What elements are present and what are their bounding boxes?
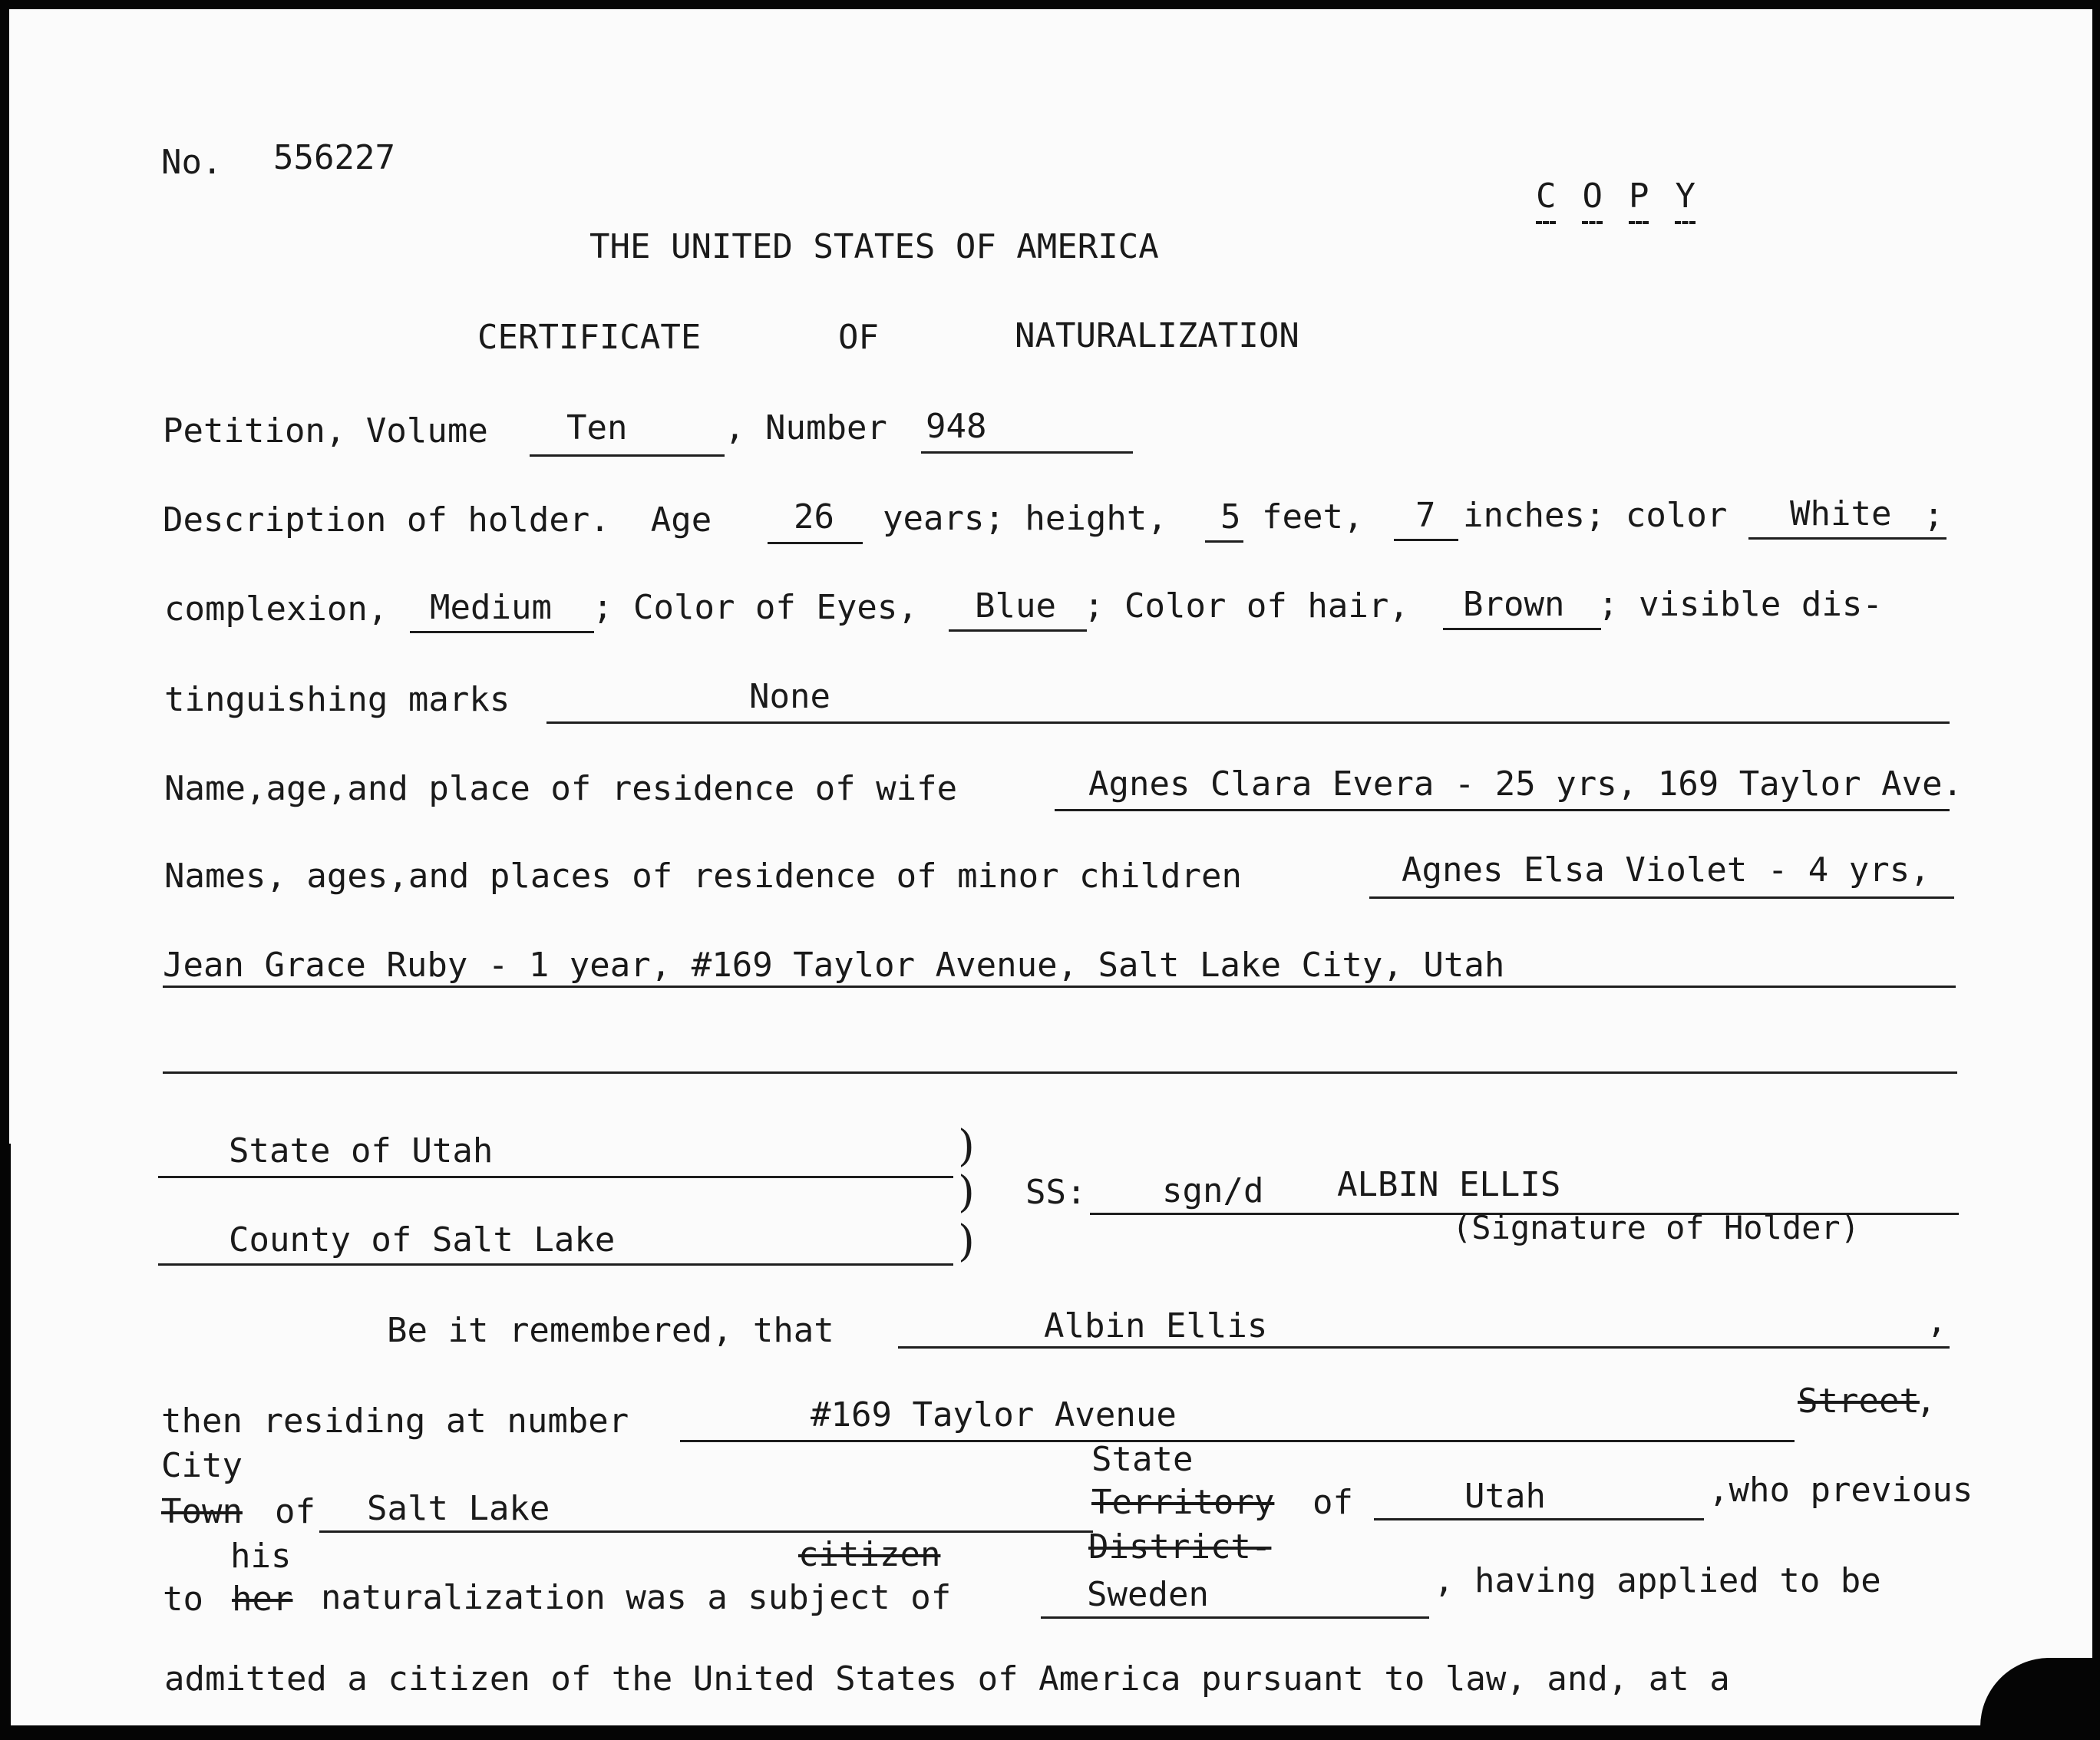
venue-bracket-top: ): [958, 1121, 975, 1171]
her-struck: her: [232, 1580, 293, 1619]
naturalization-label: naturalization was a subject of: [321, 1578, 952, 1617]
document-subtitle-naturalization: NATURALIZATION: [1015, 316, 1299, 355]
height-inches-value: 7: [1415, 496, 1436, 535]
petition-volume-label: Petition, Volume: [163, 411, 488, 451]
country-underline: [1041, 1616, 1429, 1619]
color-semicolon: ;: [1923, 496, 1944, 535]
eyes-label: ; Color of Eyes,: [593, 588, 918, 627]
eyes-value: Blue: [975, 586, 1056, 626]
child-2-underline: [163, 986, 1956, 988]
age-underline: [768, 542, 863, 544]
wife-value: Agnes Clara Evera - 25 yrs, 169 Taylor Ave.: [1088, 764, 1963, 804]
document-subtitle-certificate: CERTIFICATE: [477, 318, 702, 357]
feet-label: feet,: [1262, 497, 1364, 537]
marks-underline: [546, 721, 1950, 724]
street-struck: Street: [1798, 1382, 1920, 1421]
hair-underline: [1443, 628, 1601, 630]
city-insert: City: [161, 1446, 243, 1485]
remembered-label: Be it remembered, that: [387, 1311, 834, 1350]
venue-state-underline: [158, 1176, 953, 1178]
town-underline: [319, 1530, 1093, 1533]
holder-name-comma: ,: [1927, 1302, 1947, 1341]
state-value: Utah: [1464, 1477, 1546, 1516]
children-label: Names, ages,and places of residence of minor children: [164, 857, 1242, 896]
state-insert: State: [1091, 1440, 1194, 1479]
wife-label: Name,age,and place of residence of wife: [164, 769, 958, 808]
signed-abbreviation: sgn/d: [1162, 1171, 1264, 1210]
country-value: Sweden: [1087, 1575, 1209, 1614]
scan-bottom-left-edge: [0, 1144, 11, 1740]
petition-number-label: , Number: [725, 408, 887, 447]
petition-number-underline: [921, 451, 1133, 454]
territory-of: of: [1312, 1483, 1353, 1522]
admitted-line: admitted a citizen of the United States of America pursuant to law, and, at a: [164, 1659, 1730, 1699]
his-insert: his: [230, 1537, 292, 1576]
venue-bracket-bottom: ): [958, 1217, 975, 1266]
to-label: to: [163, 1580, 203, 1619]
certificate-number-label: No.: [161, 143, 223, 182]
height-feet-underline: [1205, 540, 1243, 543]
street-comma: ,: [1916, 1382, 1937, 1421]
copy-stamp: [1454, 137, 1696, 264]
district-struck: District-: [1088, 1527, 1272, 1567]
residence-address: #169 Taylor Avenue: [811, 1395, 1177, 1435]
child-1-value: Agnes Elsa Violet - 4 yrs,: [1402, 850, 1930, 890]
scan-left-edge: [0, 0, 9, 1151]
child-2-value: Jean Grace Ruby - 1 year, #169 Taylor Avenue, Salt Lake City, Utah: [163, 946, 1505, 985]
inches-label: inches; color: [1463, 496, 1728, 535]
height-label: years; height,: [883, 499, 1167, 538]
wife-underline: [1055, 809, 1950, 811]
scan-right-edge: [2092, 0, 2100, 1740]
petition-number-value: 948: [926, 407, 987, 446]
petition-volume-underline: [530, 454, 725, 457]
venue-bracket-middle: ): [958, 1167, 975, 1217]
copy-letter-y: Y: [1675, 177, 1696, 224]
copy-letter-c: C: [1536, 177, 1557, 224]
holder-name-underline: [898, 1346, 1950, 1349]
town-value: Salt Lake: [367, 1489, 550, 1528]
state-underline: [1374, 1518, 1704, 1520]
scan-top-edge: [0, 0, 2100, 9]
citizen-struck: citizen: [798, 1535, 941, 1574]
height-inches-underline: [1394, 539, 1458, 541]
town-struck: Town: [161, 1492, 243, 1531]
venue-ss: SS:: [1025, 1173, 1087, 1212]
petition-volume-value: Ten: [566, 408, 628, 447]
holder-signature: ALBIN ELLIS: [1337, 1165, 1561, 1204]
hair-value: Brown: [1463, 585, 1565, 624]
copy-letter-o: O: [1582, 177, 1603, 224]
document-subtitle-of: OF: [838, 318, 879, 357]
holder-name: Albin Ellis: [1044, 1306, 1268, 1345]
town-of: of: [275, 1492, 315, 1531]
complexion-value: Medium: [430, 588, 552, 627]
signature-caption: (Signature of Holder): [1452, 1209, 1861, 1246]
copy-letter-p: P: [1629, 177, 1649, 224]
venue-state: State of Utah: [229, 1131, 494, 1170]
venue-county: County of Salt Lake: [229, 1220, 616, 1260]
color-underline: [1748, 537, 1946, 540]
who-previous: ,who previous: [1709, 1471, 1973, 1510]
venue-county-underline: [158, 1263, 953, 1266]
scan-bottom-right-corner: [1980, 1658, 2100, 1740]
residing-label: then residing at number: [161, 1402, 629, 1441]
scan-bottom-edge: [0, 1725, 2100, 1740]
having-applied: , having applied to be: [1434, 1561, 1881, 1600]
hair-label: ; Color of hair,: [1084, 586, 1409, 626]
document-title: THE UNITED STATES OF AMERICA: [589, 227, 1159, 266]
blank-line: [163, 1071, 1957, 1074]
color-value: White: [1790, 494, 1892, 533]
height-feet-value: 5: [1220, 497, 1241, 537]
description-label: Description of holder. Age: [163, 500, 712, 540]
complexion-underline: [410, 631, 594, 633]
children-underline: [1369, 896, 1954, 899]
complexion-label: complexion,: [164, 589, 388, 629]
marks-label-start: ; visible dis-: [1598, 585, 1883, 624]
territory-struck: Territory: [1091, 1483, 1275, 1522]
eyes-underline: [949, 629, 1087, 632]
marks-label-end: tinguishing marks: [164, 680, 510, 719]
age-value: 26: [794, 497, 834, 537]
residence-address-underline: [680, 1440, 1795, 1442]
certificate-number: 556227: [273, 138, 395, 177]
marks-value: None: [749, 677, 830, 716]
